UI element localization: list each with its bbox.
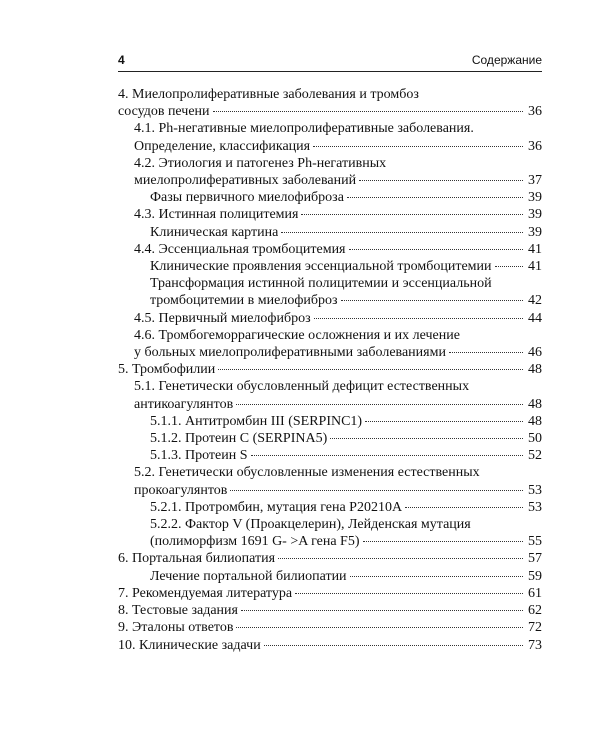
toc-entry — [118, 568, 542, 585]
toc-page-number: 39 — [528, 207, 542, 223]
toc-entry-text: 7. Рекомендуемая литература — [118, 585, 293, 601]
toc-page-number: 42 — [528, 293, 542, 309]
toc-entry-text: Трансформация истинной полицитемии и эссенциальной — [150, 276, 492, 292]
toc-page-number: 44 — [528, 310, 542, 326]
toc-entry — [118, 464, 542, 498]
toc-entry — [118, 378, 542, 412]
toc-entry — [118, 619, 542, 636]
dot-leader — [347, 197, 523, 198]
toc-entry — [118, 189, 542, 206]
dot-leader — [341, 300, 523, 301]
toc-entry-text: у больных миелопролиферативными заболеваниями — [134, 345, 446, 361]
dot-leader — [449, 352, 523, 353]
toc-entry-text: Лечение портальной билиопатии — [150, 568, 347, 584]
toc-entry-text: 4.6. Тромбогеморрагические осложнения и их лечение — [134, 327, 460, 343]
dot-leader — [350, 576, 523, 577]
dot-leader — [349, 249, 524, 250]
dot-leader — [236, 404, 523, 405]
toc-entry-text: 10. Клинические задачи — [118, 637, 261, 653]
page-number: 4 — [118, 53, 125, 67]
dot-leader — [241, 610, 523, 611]
toc-page-number: 73 — [528, 637, 542, 653]
toc-entry — [118, 275, 542, 309]
toc-entry-text: 5.1. Генетически обусловленный дефицит естественных — [134, 379, 470, 395]
toc-page-number: 36 — [528, 104, 542, 120]
header-divider — [118, 71, 542, 72]
toc-entry-text: 5.1.2. Протеин С (SERPINA5) — [150, 431, 328, 447]
toc-entry-text: тромбоцитемии в миелофиброз — [150, 293, 338, 309]
toc-page-number: 61 — [528, 585, 542, 601]
toc-entry — [118, 550, 542, 567]
toc-entry-text: 4.1. Ph-негативные миелопролиферативные заболевания. — [134, 121, 474, 137]
toc-entry — [118, 241, 542, 258]
dot-leader — [314, 318, 523, 319]
toc-entry — [118, 430, 542, 447]
toc-page-number: 53 — [528, 499, 542, 515]
toc-entry-text: 4.2. Этиология и патогенез Ph-негативных — [134, 155, 387, 171]
dot-leader — [295, 593, 523, 594]
dot-leader — [218, 369, 523, 370]
toc-page-number: 48 — [528, 413, 542, 429]
toc-entry — [118, 258, 542, 275]
toc-entry-text: 5. Тромбофилии — [118, 362, 216, 378]
toc-entry-text: 4. Миелопролиферативные заболевания и тромбоз — [118, 87, 419, 102]
dot-leader — [301, 214, 523, 215]
toc-entry-text: миелопролиферативных заболеваний — [134, 173, 357, 189]
toc-entry-text: 5.2.1. Протромбин, мутация гена P20210A — [150, 499, 403, 515]
toc-entry — [118, 155, 542, 189]
toc-entry-text: сосудов печени — [118, 104, 210, 120]
toc-entry-text: Определение, классификация — [134, 138, 311, 154]
toc-page-number: 72 — [528, 620, 542, 636]
dot-leader — [365, 421, 523, 422]
dot-leader — [363, 541, 524, 542]
toc-page-number: 41 — [528, 241, 542, 257]
dot-leader — [313, 146, 523, 147]
toc-entry — [118, 361, 542, 378]
toc-entry-text: 4.5. Первичный миелофиброз — [134, 310, 311, 326]
toc-entry-text: Клинические проявления эссенциальной тромбоцитемии — [150, 259, 492, 275]
toc-entry-text: 5.2. Генетически обусловленные изменения естественных — [134, 465, 480, 481]
toc-entry — [118, 602, 542, 619]
toc-entry — [118, 86, 542, 120]
toc-entry-text: антикоагулянтов — [134, 396, 234, 412]
dot-leader — [251, 455, 523, 456]
toc-page-number: 52 — [528, 448, 542, 464]
toc-entry — [118, 585, 542, 602]
toc-entry — [118, 224, 542, 241]
dot-leader — [405, 507, 523, 508]
toc-entry — [118, 310, 542, 327]
toc-entry-text: 9. Эталоны ответов — [118, 620, 234, 636]
toc-entry-text: прокоагулянтов — [134, 482, 228, 498]
toc-entry-text: 4.4. Эссенциальная тромбоцитемия — [134, 241, 346, 257]
section-title: Содержание — [471, 53, 542, 67]
toc-entry-text: Фазы первичного миелофиброза — [150, 190, 344, 206]
dot-leader — [213, 111, 523, 112]
toc-page-number: 57 — [528, 551, 542, 567]
toc-page-number: 39 — [528, 224, 542, 240]
toc-entry — [118, 516, 542, 550]
table-of-contents — [118, 86, 542, 654]
toc-page-number: 37 — [528, 173, 542, 189]
toc-entry — [118, 120, 542, 154]
toc-entry-text: (полиморфизм 1691 G- >A гена F5) — [150, 534, 360, 550]
toc-page-number: 62 — [528, 603, 542, 619]
dot-leader — [236, 627, 523, 628]
toc-page-number: 59 — [528, 568, 542, 584]
toc-page-number: 53 — [528, 482, 542, 498]
dot-leader — [230, 490, 523, 491]
toc-entry-text: 5.1.3. Протеин S — [150, 448, 248, 464]
toc-entry — [118, 637, 542, 654]
dot-leader — [359, 180, 523, 181]
toc-page-number: 48 — [528, 396, 542, 412]
dot-leader — [278, 558, 523, 559]
toc-entry — [118, 206, 542, 223]
toc-page-number: 48 — [528, 362, 542, 378]
toc-entry-text: Клиническая картина — [150, 224, 279, 240]
toc-entry-text: 8. Тестовые задания — [118, 603, 238, 619]
toc-page-number: 41 — [528, 259, 542, 275]
toc-page-number: 36 — [528, 138, 542, 154]
toc-entry — [118, 447, 542, 464]
toc-page-number: 46 — [528, 345, 542, 361]
toc-entry-text: 5.1.1. Антитромбин III (SERPINC1) — [150, 413, 363, 429]
toc-entry — [118, 499, 542, 516]
toc-entry — [118, 413, 542, 430]
dot-leader — [330, 438, 523, 439]
toc-entry-text: 5.2.2. Фактор V (Проакцелерин), Лейденская мутация — [150, 517, 471, 533]
dot-leader — [495, 266, 524, 267]
dot-leader — [264, 645, 523, 646]
toc-page-number: 39 — [528, 190, 542, 206]
toc-page-number: 50 — [528, 431, 542, 447]
page-header — [118, 53, 542, 69]
dot-leader — [281, 232, 523, 233]
toc-entry-text: 6. Портальная билиопатия — [118, 551, 276, 567]
toc-entry — [118, 327, 542, 361]
toc-entry-text: 4.3. Истинная полицитемия — [134, 207, 299, 223]
toc-page-number: 55 — [528, 534, 542, 550]
